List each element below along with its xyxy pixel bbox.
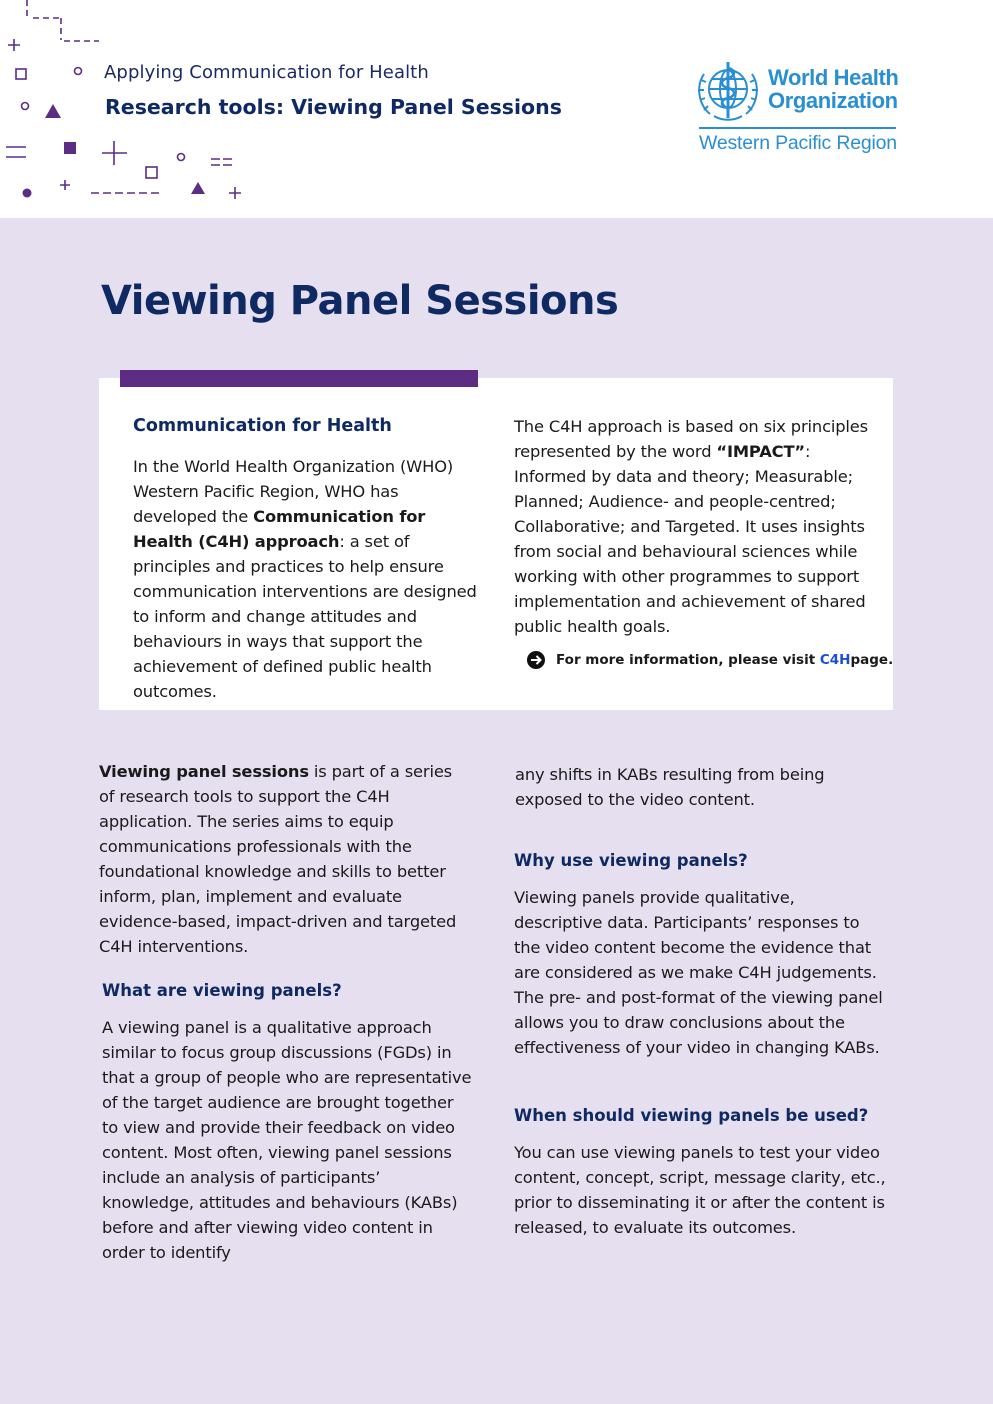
why-text: Viewing panels provide qualitative, descriptive data. Participants’ responses to the video content become the evidence that are considered as we make C4H judgements. The pre- and post-format of the viewing panel allows you to draw conclusions about the effectiveness of your video in changing KABs.	[514, 888, 883, 1057]
panel-heading: Communication for Health	[133, 416, 392, 436]
more-info-prefix: For more information, please visit	[556, 652, 816, 668]
page-title: Viewing Panel Sessions	[101, 278, 619, 324]
panel-right-part2: : Informed by data and theory; Measurable; Planned; Audience- and people-centred; Collaborative; and Targeted. It uses insights from social and behavioural sciences while working with other programmes to support implementation and achievement of shared public health goals.	[514, 442, 866, 636]
intro-rest: is part of a series of research tools to support the C4H application. The series aims to equip communications professionals with the foundational knowledge and skills to better inform, plan, implement and evaluate evidence-based, impact-driven and targeted C4H interventions.	[99, 762, 457, 956]
what-text: A viewing panel is a qualitative approach similar to focus group discussions (FGDs) in that a group of people who are representative of the target audience are brought together to view and provide their feedback on video content. Most often, viewing panel sessions include an analysis of participants’ knowledge, attitudes and behaviours (KABs) before and after viewing video content in order to identify	[102, 1018, 472, 1262]
panel-right-text	[514, 414, 874, 639]
who-region-label: Western Pacific Region	[699, 132, 897, 154]
logo-divider	[699, 127, 896, 129]
c4h-link[interactable]: C4H	[819, 652, 851, 668]
panel-accent-bar	[120, 370, 478, 387]
page-header	[0, 0, 993, 218]
panel-left-part2: : a set of principles and practices to help ensure communication interventions are designed to inform and change attitudes and behaviours in ways that support the achievement of defined public health outcomes.	[133, 532, 477, 701]
who-wordmark	[768, 66, 908, 112]
panel-right-bold: “IMPACT”	[716, 442, 805, 461]
panel-left-bold: Communication for Health (C4H) approach	[133, 507, 426, 551]
who-name-line1: World Health	[768, 65, 899, 90]
series-kicker: Applying Communication for Health	[104, 62, 429, 83]
who-name-line2: Organization	[768, 88, 898, 113]
what-heading: What are viewing panels?	[102, 981, 342, 1000]
panel-left-part1: In the World Health Organization (WHO) Western Pacific Region, WHO has developed the	[133, 457, 454, 526]
arrow-right-circle-icon	[526, 650, 546, 670]
more-info-suffix: page.	[850, 652, 894, 668]
panel-right-part1: The C4H approach is based on six principles represented by the word	[514, 417, 868, 461]
when-heading: When should viewing panels be used?	[514, 1106, 869, 1125]
what-text-continued: any shifts in KABs resulting from being exposed to the video content.	[515, 765, 825, 809]
intro-bold: Viewing panel sessions	[99, 762, 309, 781]
who-emblem-icon	[692, 58, 764, 124]
document-subtitle: Research tools: Viewing Panel Sessions	[105, 95, 562, 119]
why-heading: Why use viewing panels?	[514, 851, 748, 870]
when-text: You can use viewing panels to test your video content, concept, script, message clarity, etc., prior to disseminating it or after the content is released, to evaluate its outcomes.	[514, 1143, 886, 1237]
intro-paragraph	[99, 759, 471, 959]
panel-left-text	[133, 454, 483, 704]
more-info-line	[526, 650, 893, 670]
